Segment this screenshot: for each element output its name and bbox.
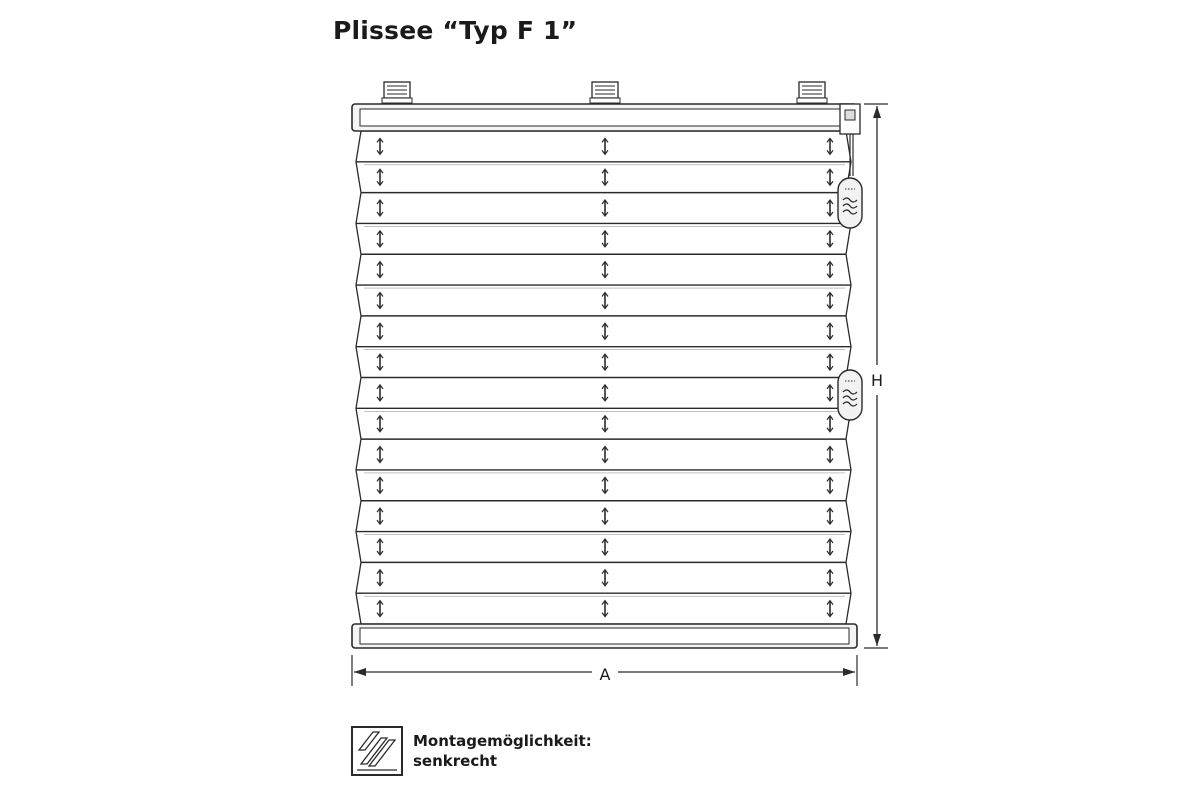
bottom-rail [352, 624, 857, 648]
diagram-title: Plissee “Typ F 1” [333, 16, 578, 45]
grip-handle [838, 178, 862, 228]
pleated-fabric [356, 131, 851, 624]
mounting-clip [797, 82, 827, 103]
mounting-caption [413, 731, 592, 771]
cord-tensioner [845, 110, 855, 120]
top-rail [352, 104, 857, 131]
mounting-heading: Montagemöglichkeit: [413, 732, 592, 750]
mounting-value: senkrecht [413, 752, 498, 770]
mounting-clips [382, 82, 827, 103]
mounting-icon [351, 726, 403, 776]
grip-handle [838, 370, 862, 420]
mounting-clip [590, 82, 620, 103]
mounting-clip [382, 82, 412, 103]
width-dimension-label: A [599, 665, 611, 684]
height-dimension-label: H [870, 371, 884, 390]
